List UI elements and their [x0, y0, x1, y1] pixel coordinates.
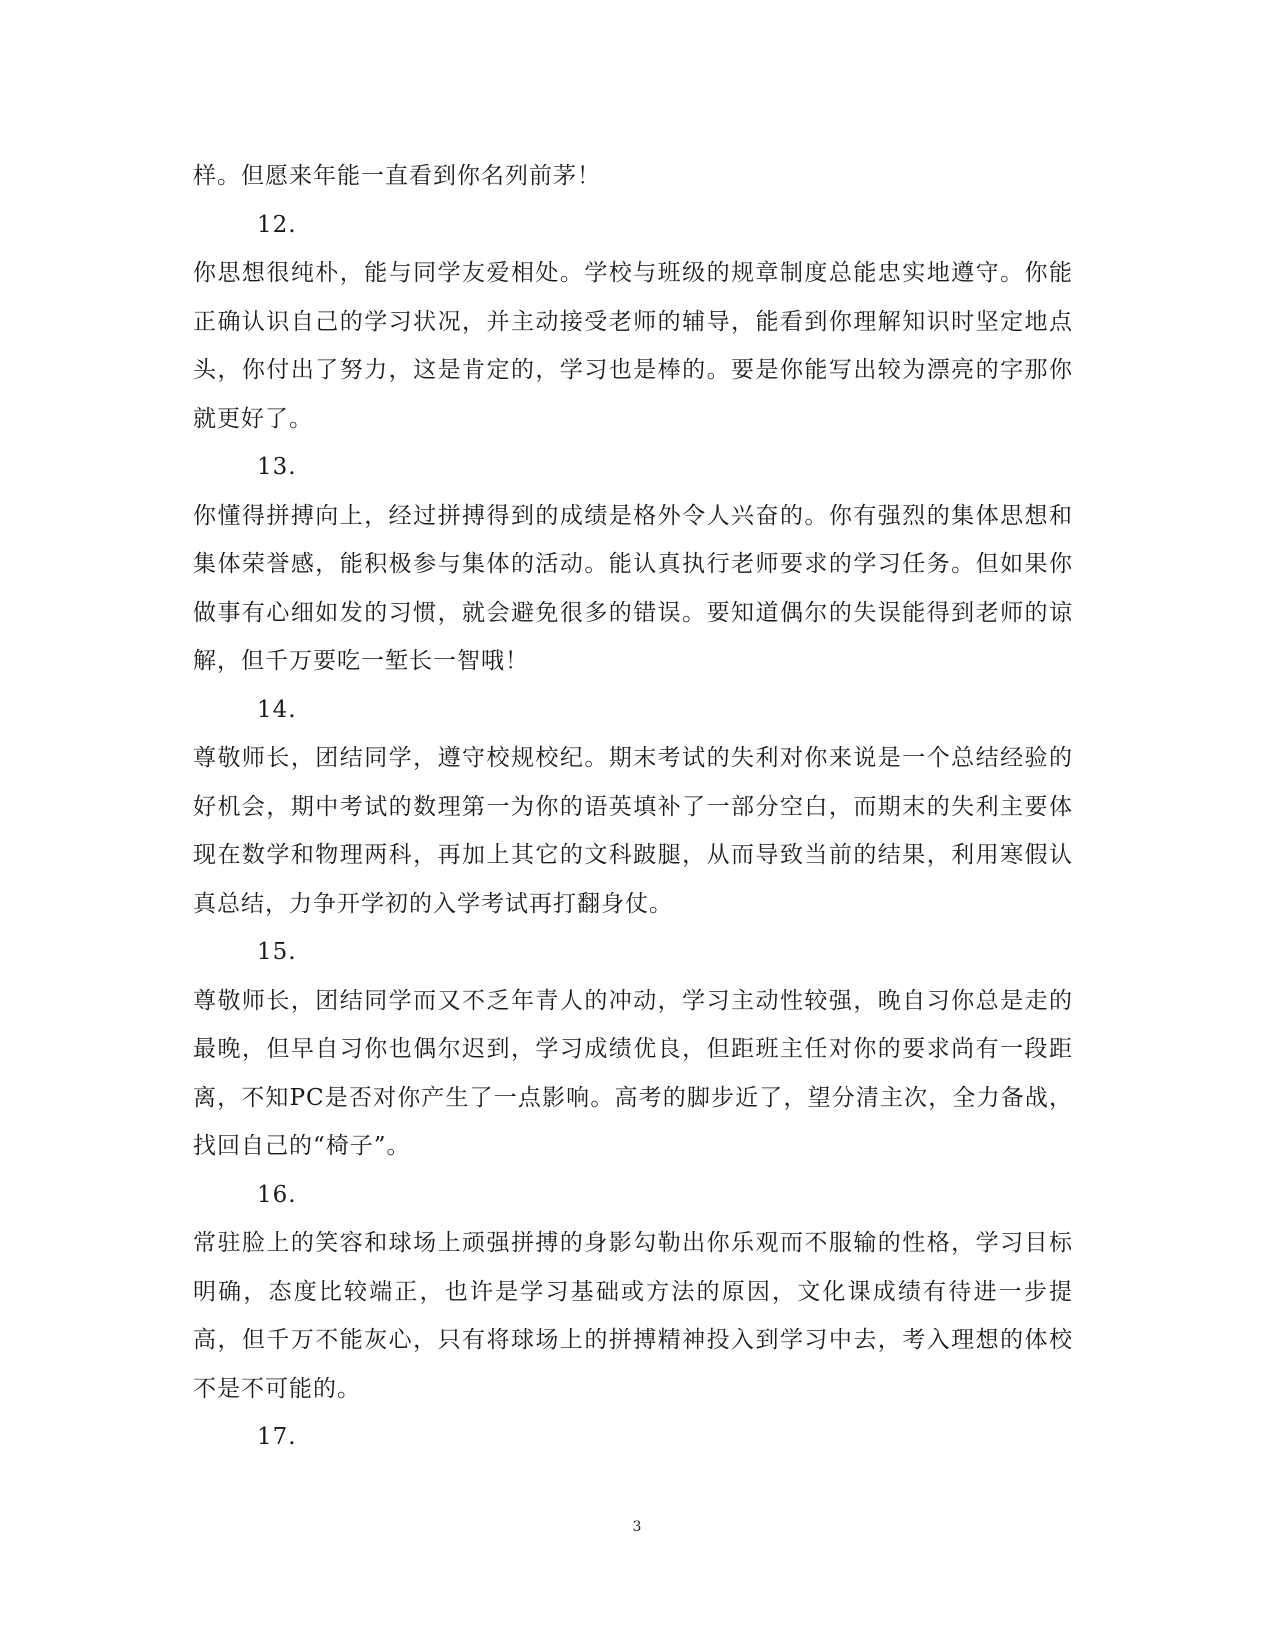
- item-number-15: 15.: [257, 939, 297, 965]
- item-number-12: 12.: [257, 211, 297, 238]
- comment-paragraph-14: 尊敬师长，团结同学，遵守校规校纪。期末考试的失利对你来说是一个总结经验的好机会，期中考试的数理第一为你的语英填补了一部分空白，而期末的失利主要体现在数学和物理两科，再加上其它的文科跛腿，从而导致当前的结果，利用寒假认真总结，力争开学初的入学考试再打翻身仗。: [193, 745, 1073, 917]
- item-number-13: 13.: [257, 454, 297, 480]
- comment-paragraph-13: 你懂得拼搏向上，经过拼搏得到的成绩是格外令人兴奋的。你有强烈的集体思想和集体荣誉感，能积极参与集体的活动。能认真执行老师要求的学习任务。但如果你做事有心细如发的习惯，就会避免很多的错误。要知道偶尔的失误能得到老师的谅解，但千万要吃一堑长一智哦！: [193, 502, 1073, 674]
- document-body: [193, 152, 1073, 1462]
- item-number-14: 14.: [257, 696, 297, 723]
- page-number: 3: [632, 1519, 642, 1535]
- item-number-17: 17.: [257, 1424, 297, 1450]
- comment-paragraph-12: 你思想很纯朴，能与同学友爱相处。学校与班级的规章制度总能忠实地遵守。你能正确认识自己的学习状况，并主动接受老师的辅导，能看到你理解知识时坚定地点头，你付出了努力，这是肯定的，学习也是棒的。要是你能写出较为漂亮的字那你就更好了。: [193, 260, 1073, 432]
- paragraph-continuation: 样。但愿来年能一直看到你名列前茅！: [193, 163, 601, 189]
- comment-paragraph-15: 尊敬师长，团结同学而又不乏年青人的冲动，学习主动性较强，晚自习你总是走的最晚，但早自习你也偶尔迟到，学习成绩优良，但距班主任对你的要求尚有一段距离，不知PC是否对你产生了一点影响。高考的脚步近了，望分清主次，全力备战，找回自己的“椅子”。: [193, 987, 1073, 1159]
- comment-paragraph-16: 常驻脸上的笑容和球场上顽强拼搏的身影勾勒出你乐观而不服输的性格，学习目标明确，态度比较端正，也许是学习基础或方法的原因，文化课成绩有待进一步提高，但千万不能灰心，只有将球场上的拼搏精神投入到学习中去，考入理想的体校不是不可能的。: [193, 1230, 1073, 1402]
- item-number-16: 16.: [257, 1181, 297, 1208]
